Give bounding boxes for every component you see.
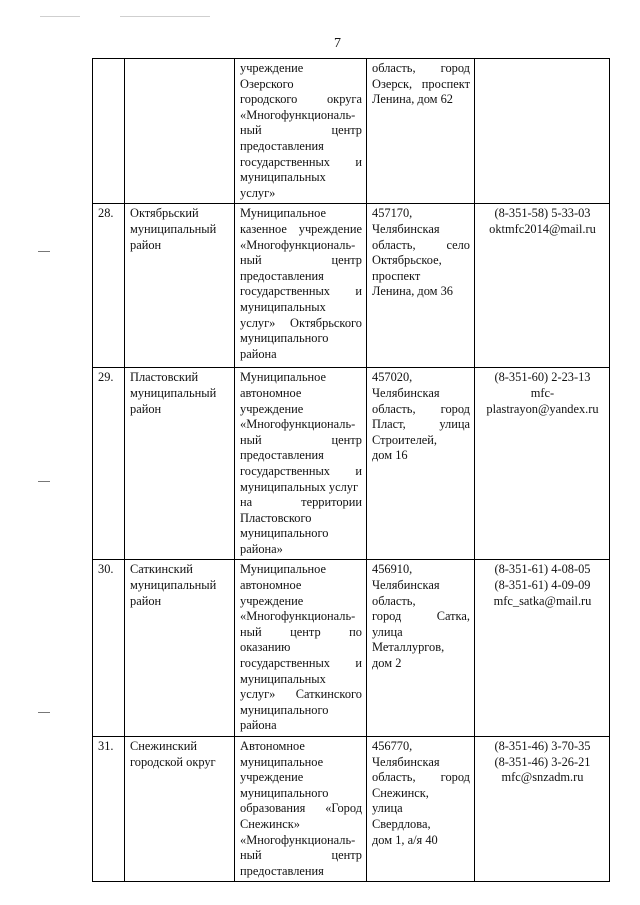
contacts-cell bbox=[475, 737, 610, 882]
row-number-cell bbox=[93, 59, 125, 204]
address-line: Пласт, улица bbox=[372, 417, 470, 432]
organization-line: ный центр bbox=[240, 123, 362, 138]
address-line: Строителей, bbox=[372, 432, 438, 447]
margin-tick bbox=[38, 481, 50, 482]
district-line: Снежинский bbox=[130, 739, 197, 753]
table-row bbox=[93, 59, 610, 204]
district-line: Пластовский bbox=[130, 370, 199, 385]
organization-line: муниципальных услуг bbox=[240, 479, 359, 494]
address-cell bbox=[367, 59, 475, 204]
table-row bbox=[93, 204, 610, 368]
page-number: 7 bbox=[334, 36, 341, 51]
top-scan-rule bbox=[120, 16, 210, 17]
address-line: Челябинская bbox=[372, 578, 440, 593]
organization-line: автономное bbox=[240, 385, 302, 400]
organization-cell bbox=[235, 368, 367, 560]
organization-line: учреждение bbox=[240, 770, 304, 785]
address-line: дом 16 bbox=[372, 448, 408, 463]
row-number-cell: 30. bbox=[93, 560, 125, 737]
organization-line: муниципального bbox=[240, 785, 329, 800]
organization-line: услуг» Саткинского bbox=[240, 687, 362, 702]
address-cell bbox=[367, 204, 475, 368]
address-line: Снежинск, bbox=[372, 785, 429, 800]
address-line: проспект bbox=[372, 268, 421, 283]
organization-line: учреждение bbox=[240, 61, 304, 75]
organization-line: ный центр bbox=[240, 848, 362, 863]
table-row bbox=[93, 560, 610, 737]
district-line: муниципальный bbox=[130, 578, 217, 593]
margin-tick bbox=[38, 712, 50, 713]
organization-line: ный центр bbox=[240, 432, 362, 447]
address-line: 456910, bbox=[372, 562, 413, 577]
table-row bbox=[93, 737, 610, 882]
organization-line: района bbox=[240, 346, 277, 361]
contacts-cell bbox=[475, 560, 610, 737]
organization-line: муниципальных bbox=[240, 299, 326, 314]
mfc-registry-table bbox=[92, 58, 610, 882]
organization-line: Пластовского bbox=[240, 510, 312, 525]
contact-line: (8-351-61) 4-08-05 bbox=[494, 562, 591, 577]
address-line: дом 2 bbox=[372, 656, 402, 671]
address-line: дом 1, а/я 40 bbox=[372, 832, 438, 847]
organization-line: «Многофункциональ- bbox=[240, 237, 356, 252]
organization-line: казенное учреждение bbox=[240, 221, 362, 236]
district-line: район bbox=[130, 593, 162, 608]
address-line: область, город bbox=[372, 61, 470, 75]
organization-line: «Многофункциональ- bbox=[240, 417, 356, 432]
organization-line: учреждение bbox=[240, 401, 304, 416]
organization-line: государственных и bbox=[240, 463, 362, 478]
address-line: Металлургов, bbox=[372, 640, 445, 655]
address-line: Свердлова, bbox=[372, 816, 431, 831]
organization-line: Муниципальное bbox=[240, 370, 326, 385]
district-line: Саткинский bbox=[130, 562, 193, 577]
address-cell bbox=[367, 737, 475, 882]
organization-line: ный центр bbox=[240, 253, 362, 268]
organization-line: предоставления bbox=[240, 448, 324, 463]
contact-line: mfc_satka@mail.ru bbox=[493, 593, 592, 608]
address-cell bbox=[367, 560, 475, 737]
organization-line: ный центр по bbox=[240, 624, 362, 639]
organization-line: оказанию bbox=[240, 640, 291, 655]
district-cell bbox=[125, 59, 235, 204]
organization-line: образования «Город bbox=[240, 801, 362, 816]
organization-line: Автономное bbox=[240, 739, 305, 753]
district-cell bbox=[125, 560, 235, 737]
contacts-cell bbox=[475, 59, 610, 204]
organization-line: муниципальных bbox=[240, 671, 326, 686]
district-line: муниципальный bbox=[130, 385, 217, 400]
row-number-cell: 29. bbox=[93, 368, 125, 560]
contacts-cell bbox=[475, 368, 610, 560]
organization-line: на территории bbox=[240, 495, 362, 510]
organization-line: автономное bbox=[240, 578, 302, 593]
contact-line: (8-351-61) 4-09-09 bbox=[494, 578, 591, 593]
top-scan-rule bbox=[40, 16, 80, 17]
address-line: Челябинская bbox=[372, 221, 440, 236]
address-line: 457170, bbox=[372, 206, 413, 221]
district-line: район bbox=[130, 237, 162, 252]
organization-line: муниципальное bbox=[240, 754, 324, 769]
organization-line: Снежинск» bbox=[240, 816, 300, 831]
organization-line: Муниципальное bbox=[240, 562, 326, 577]
contact-line: mfc- bbox=[530, 385, 555, 400]
organization-cell bbox=[235, 59, 367, 204]
district-cell bbox=[125, 204, 235, 368]
address-line: 457020, bbox=[372, 370, 413, 385]
address-line: улица bbox=[372, 624, 403, 639]
organization-line: муниципального bbox=[240, 702, 329, 717]
organization-line: услуг» bbox=[240, 185, 276, 200]
address-line: 456770, bbox=[372, 739, 413, 753]
address-line: область, село bbox=[372, 237, 470, 252]
address-line: Озерск, проспект bbox=[372, 76, 470, 91]
table-row bbox=[93, 368, 610, 560]
address-line: область, город bbox=[372, 770, 470, 785]
organization-line: услуг» Октябрьского bbox=[240, 315, 362, 330]
organization-cell bbox=[235, 560, 367, 737]
district-line: муниципальный bbox=[130, 221, 217, 236]
district-line: Октябрьский bbox=[130, 206, 199, 221]
organization-line: района bbox=[240, 718, 277, 733]
organization-line: «Многофункциональ- bbox=[240, 107, 356, 122]
table-body bbox=[93, 59, 610, 882]
address-line: город Сатка, bbox=[372, 609, 470, 624]
address-line: улица bbox=[372, 801, 403, 816]
organization-line: муниципальных bbox=[240, 170, 326, 185]
district-line: район bbox=[130, 401, 162, 416]
organization-line: государственных и bbox=[240, 284, 362, 299]
organization-line: предоставления bbox=[240, 138, 324, 153]
address-line: область, bbox=[372, 593, 416, 608]
organization-line: Муниципальное bbox=[240, 206, 326, 221]
organization-line: «Многофункциональ- bbox=[240, 609, 356, 624]
organization-line: муниципального bbox=[240, 526, 329, 541]
contacts-cell bbox=[475, 204, 610, 368]
district-cell bbox=[125, 737, 235, 882]
contact-line: (8-351-60) 2-23-13 bbox=[494, 370, 591, 385]
organization-line: учреждение bbox=[240, 593, 304, 608]
row-number-cell: 31. bbox=[93, 737, 125, 882]
organization-cell bbox=[235, 204, 367, 368]
contact-line: oktmfc2014@mail.ru bbox=[489, 221, 596, 236]
address-cell bbox=[367, 368, 475, 560]
organization-line: муниципального bbox=[240, 331, 329, 346]
district-line: городской округ bbox=[130, 754, 216, 769]
row-number-cell: 28. bbox=[93, 204, 125, 368]
address-line: Ленина, дом 36 bbox=[372, 284, 453, 299]
address-line: Челябинская bbox=[372, 385, 440, 400]
address-line: Октябрьское, bbox=[372, 253, 442, 268]
address-line: Ленина, дом 62 bbox=[372, 92, 453, 107]
contact-line: (8-351-46) 3-26-21 bbox=[494, 754, 591, 769]
organization-line: предоставления bbox=[240, 863, 324, 878]
organization-line: «Многофункциональ- bbox=[240, 832, 356, 847]
organization-line: Озерского bbox=[240, 76, 294, 91]
organization-line: предоставления bbox=[240, 268, 324, 283]
contact-line: (8-351-46) 3-70-35 bbox=[494, 739, 591, 753]
contact-line: mfc@snzadm.ru bbox=[501, 770, 584, 785]
organization-line: государственных и bbox=[240, 656, 362, 671]
organization-line: городского округа bbox=[240, 92, 362, 107]
district-cell bbox=[125, 368, 235, 560]
organization-cell bbox=[235, 737, 367, 882]
organization-line: государственных и bbox=[240, 154, 362, 169]
margin-tick bbox=[38, 251, 50, 252]
contact-line: (8-351-58) 5-33-03 bbox=[494, 206, 591, 221]
address-line: Челябинская bbox=[372, 754, 440, 769]
contact-line: plastrayon@yandex.ru bbox=[486, 401, 599, 416]
organization-line: района» bbox=[240, 541, 283, 556]
address-line: область, город bbox=[372, 401, 470, 416]
